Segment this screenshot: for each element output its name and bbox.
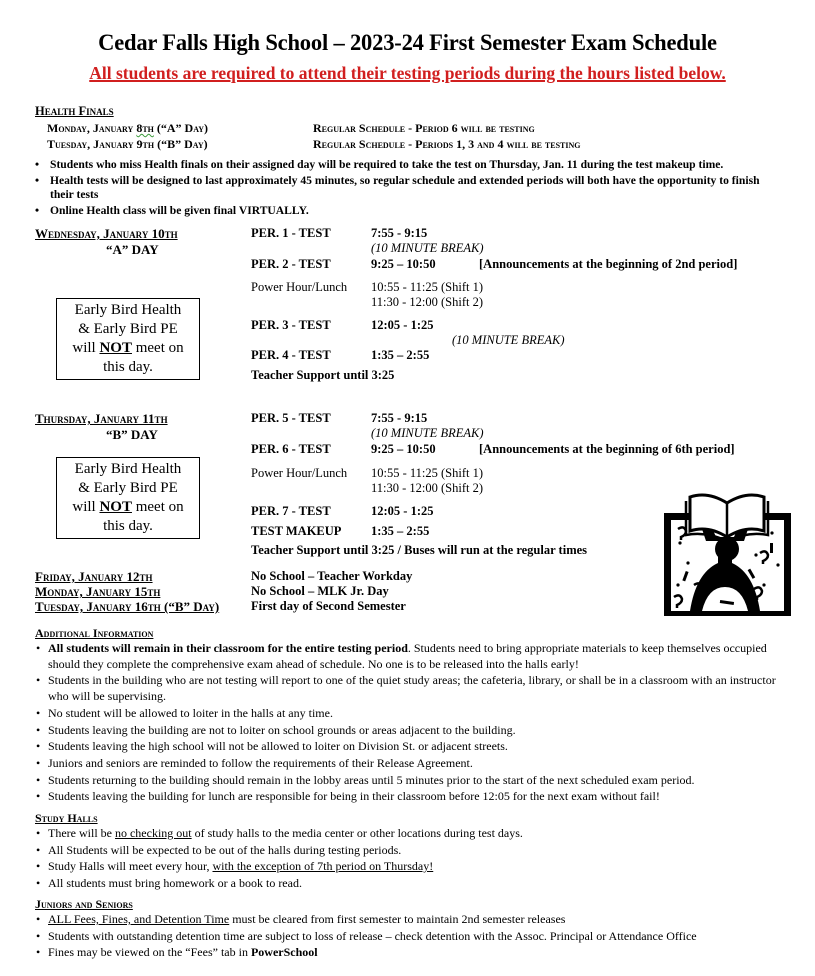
- list-item: • Health tests will be designed to last approximately 45 minutes, so regular schedule and extended periods will both have the opportunity to finish their tests: [30, 174, 780, 202]
- period-label: PER. 2 - TEST: [251, 257, 331, 271]
- period-time: 9:25 – 10:50: [371, 257, 436, 271]
- period-time: 11:30 - 12:00 (Shift 2): [371, 481, 484, 495]
- period-label: Power Hour/Lunch: [251, 280, 348, 294]
- study-halls-list: [35, 826, 795, 893]
- list-item: • Students leaving the building for lunch are responsible for being in their classroom before 12:05 for the next exam without fail!: [35, 789, 795, 805]
- period-time: 9:25 – 10:50: [371, 442, 436, 456]
- thursday-heading: Thursday, January 11th: [35, 411, 168, 426]
- period-time: 10:55 - 11:25 (Shift 1): [371, 280, 484, 294]
- friday-detail: No School – Teacher Workday: [251, 569, 413, 583]
- notice-line: [57, 339, 199, 358]
- break-note: (10 MINUTE BREAK): [452, 333, 565, 347]
- health-finals-monday-detail: Regular Schedule - Period 6 will be testing: [313, 121, 535, 135]
- juniors-seniors-heading: Juniors and Seniors: [35, 897, 133, 911]
- announcement-note: [Announcements at the beginning of 6th period]: [479, 442, 735, 456]
- additional-info-list: [35, 641, 795, 806]
- underlined-text: with the exception of 7th period on Thursday!: [212, 859, 434, 874]
- period-label: PER. 4 - TEST: [251, 348, 331, 362]
- wednesday-day-type: “A” DAY: [106, 242, 159, 257]
- list-item: • Students returning to the building should remain in the lobby areas until 5 minutes prior to the start of the next scheduled exam period.: [35, 773, 795, 789]
- period-time: 7:55 - 9:15: [371, 226, 428, 240]
- notice-line: this day.: [103, 518, 153, 534]
- period-time: 1:35 – 2:55: [371, 348, 430, 362]
- health-finals-tuesday-detail: Regular Schedule - Periods 1, 3 and 4 will be testing: [313, 137, 581, 151]
- period-label: PER. 1 - TEST: [251, 226, 331, 240]
- item-text: Fines may be viewed on the “Fees” tab in: [48, 945, 251, 960]
- wednesday-heading: Wednesday, January 10th: [35, 226, 178, 241]
- item-text: . Students need to bring appropriate materials to keep themselves occupied should they complete the comprehensive exam ahead of schedule. No one is to be released into the halls early!: [48, 641, 767, 671]
- health-finals-heading: Health Finals: [35, 104, 114, 118]
- underlined-text: ALL Fees, Fines, and Detention Time: [48, 912, 230, 926]
- day-text: Monday, January: [47, 121, 137, 135]
- break-note: (10 MINUTE BREAK): [371, 241, 484, 255]
- item-text: must be cleared from first semester to maintain 2nd semester releases: [229, 912, 566, 926]
- additional-info-heading: Additional Information: [35, 626, 154, 640]
- notice-line: [57, 498, 199, 517]
- notice-line: this day.: [103, 359, 153, 375]
- notice-line: Early Bird Health: [74, 302, 182, 318]
- period-label: TEST MAKEUP: [251, 524, 342, 538]
- list-item: [35, 859, 795, 875]
- list-item: • Students with outstanding detention time are subject to loss of release – check detention with the Assoc. Principal or Attendance Office: [35, 929, 805, 945]
- announcement-note: [Announcements at the beginning of 2nd period]: [479, 257, 738, 271]
- tuesday-detail: First day of Second Semester: [251, 599, 406, 613]
- notice-line: & Early Bird PE: [78, 480, 178, 496]
- list-item: • Online Health class will be given final VIRTUALLY.: [30, 204, 780, 218]
- period-time: 7:55 - 9:15: [371, 411, 428, 425]
- period-label: PER. 3 - TEST: [251, 318, 331, 332]
- monday-detail: No School – MLK Jr. Day: [251, 584, 389, 598]
- list-item: [35, 945, 805, 961]
- bold-text: PowerSchool: [250, 945, 318, 960]
- list-item: [35, 641, 795, 672]
- list-item: • Juniors and seniors are reminded to follow the requirements of their Release Agreement.: [35, 756, 795, 772]
- notice-emphasis: NOT: [99, 499, 132, 515]
- attendance-notice: All students are required to attend their testing periods during the hours listed below.: [89, 63, 726, 83]
- list-item: • Students in the building who are not testing will report to one of the quiet study areas; the cafeteria, library, or shall be in a classroom with an instructor who will be supervising.: [35, 673, 795, 704]
- notice-line: & Early Bird PE: [78, 321, 178, 337]
- thursday-day-type: “B” DAY: [106, 427, 158, 442]
- notice-text: meet on: [131, 499, 184, 515]
- juniors-seniors-list: [35, 912, 805, 962]
- list-item: • No student will be allowed to loiter in the halls at any time.: [35, 706, 795, 722]
- list-item: • All Students will be expected to be out of the halls during testing periods.: [35, 843, 795, 859]
- list-item: [35, 912, 805, 928]
- break-note: (10 MINUTE BREAK): [371, 426, 484, 440]
- bold-text: All students will remain in their classroom for the entire testing period: [48, 641, 408, 655]
- teacher-support-note: Teacher Support until 3:25 / Buses will run at the regular times: [251, 543, 588, 557]
- list-item: • All students must bring homework or a book to read.: [35, 876, 795, 892]
- period-time: 10:55 - 11:25 (Shift 1): [371, 466, 484, 480]
- student-reading-book-icon: [660, 493, 795, 618]
- list-item: • Students leaving the building are not to loiter on school grounds or areas adjacent to the building.: [35, 723, 795, 739]
- period-time: 1:35 – 2:55: [371, 524, 430, 538]
- day-suffix: (“A” Day): [153, 121, 209, 135]
- list-item: [35, 826, 795, 842]
- friday-heading: Friday, January 12th: [35, 569, 153, 584]
- period-time: 11:30 - 12:00 (Shift 2): [371, 295, 484, 309]
- page-title: Cedar Falls High School – 2023-24 First Semester Exam Schedule: [98, 30, 717, 55]
- item-text: Study Halls will meet every hour,: [48, 859, 213, 874]
- early-bird-notice: [56, 298, 200, 380]
- period-label: PER. 6 - TEST: [251, 442, 331, 456]
- item-text: of study halls to the media center or other locations during test days.: [191, 826, 523, 840]
- health-finals-tuesday: Tuesday, January 9th (“B” Day): [47, 137, 208, 151]
- teacher-support-note: Teacher Support until 3:25: [251, 368, 395, 382]
- period-time: 12:05 - 1:25: [371, 318, 434, 332]
- health-finals-notes: [30, 158, 780, 220]
- period-time: 12:05 - 1:25: [371, 504, 434, 518]
- day-mark: 8th: [136, 121, 154, 135]
- notice-emphasis: NOT: [99, 340, 132, 356]
- period-label: PER. 7 - TEST: [251, 504, 331, 518]
- period-label: Power Hour/Lunch: [251, 466, 348, 480]
- study-halls-heading: Study Halls: [35, 811, 98, 825]
- notice-text: meet on: [131, 340, 184, 356]
- tuesday-heading: Tuesday, January 16th (“B” Day): [35, 599, 220, 614]
- list-item: • Students who miss Health finals on their assigned day will be required to take the test on Thursday, Jan. 11 during the test makeup time.: [30, 158, 780, 172]
- monday-heading: Monday, January 15th: [35, 584, 161, 599]
- early-bird-notice: [56, 457, 200, 539]
- list-item: • Students leaving the high school will not be allowed to loiter on Division St. or adjacent streets.: [35, 739, 795, 755]
- health-finals-monday: [47, 121, 208, 136]
- notice-text: will: [72, 499, 100, 515]
- item-text: There will be: [48, 826, 115, 840]
- underlined-text: no checking out: [114, 826, 192, 840]
- period-label: PER. 5 - TEST: [251, 411, 331, 425]
- notice-line: Early Bird Health: [74, 461, 182, 477]
- notice-text: will: [72, 340, 100, 356]
